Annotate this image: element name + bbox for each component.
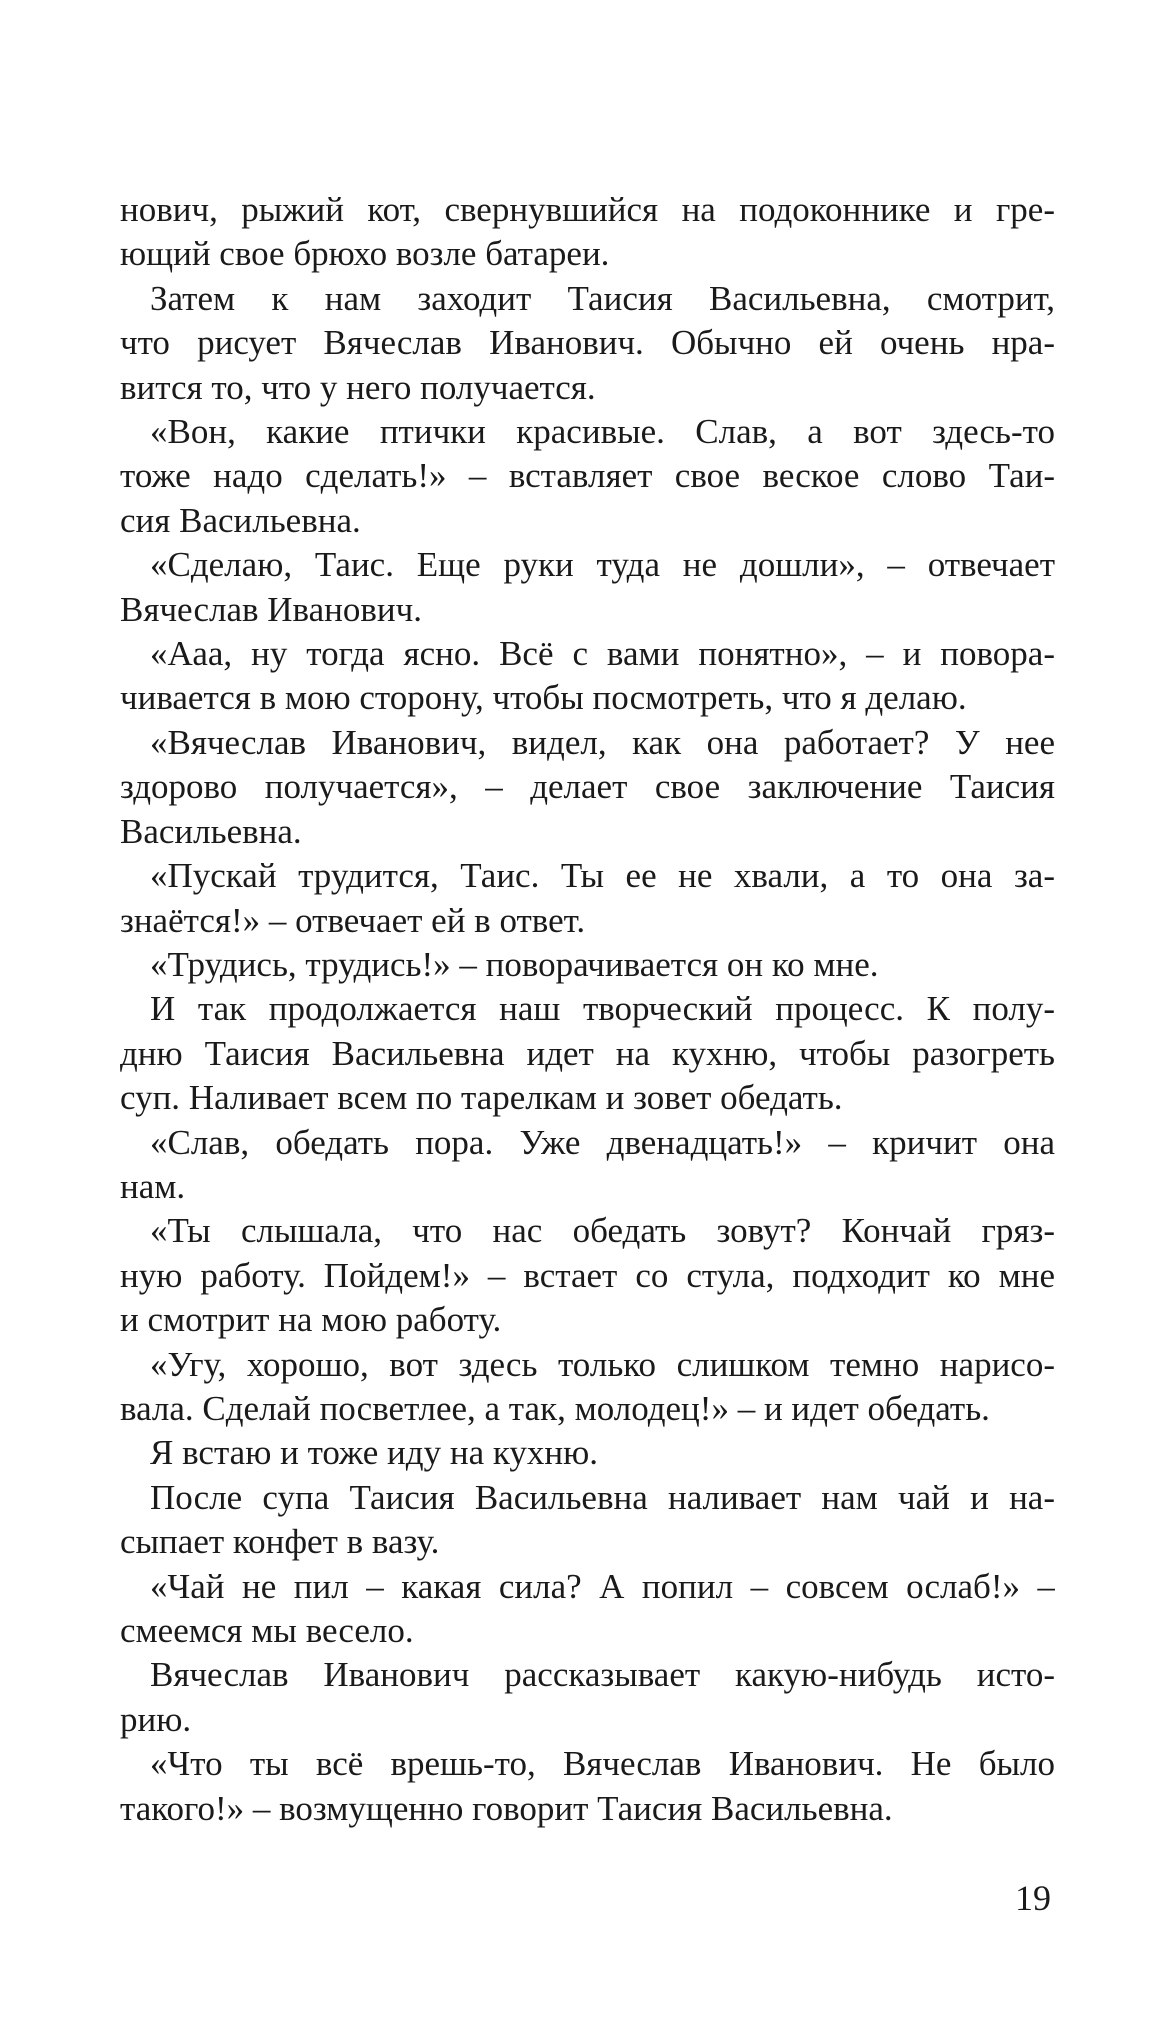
text-line: «Вячеслав Иванович, видел, как она работает? У нее xyxy=(150,722,1055,762)
text-line: «Сделаю, Таис. Еще руки туда не дошли», – отвечает xyxy=(150,545,1055,585)
text-line: дню Таисия Васильевна идет на кухню, чтобы разогреть xyxy=(120,1033,1055,1073)
text-line: такого!» – возмущенно говорит Таисия Васильевна. xyxy=(120,1788,893,1828)
text-line: «Что ты всё врешь-то, Вячеслав Иванович. Не было xyxy=(150,1744,1055,1784)
text-line: смеемся мы весело. xyxy=(120,1611,414,1650)
text-line: сыпает конфет в вазу. xyxy=(120,1522,440,1562)
text-line: Васильевна. xyxy=(120,811,302,851)
text-line: здорово получается», – делает свое заключение Таисия xyxy=(120,767,1055,807)
text-line: сия Васильевна. xyxy=(120,500,361,540)
text-line: вала. Сделай посветлее, а так, молодец!» – и идет обедать. xyxy=(120,1388,990,1428)
text-line: «Вон, какие птички красивые. Слав, а вот здесь-то xyxy=(150,412,1055,452)
text-line: Вячеслав Иванович. xyxy=(120,589,422,629)
text-line: ную работу. Пойдем!» – встает со стула, подходит ко мне xyxy=(120,1255,1055,1295)
text-line: «Ты слышала, что нас обедать зовут? Кончай гряз- xyxy=(150,1211,1055,1251)
page-number: 19 xyxy=(1015,1878,1051,1918)
text-line: После супа Таисия Васильевна наливает нам чай и на- xyxy=(150,1477,1055,1517)
text-line: «Ааа, ну тогда ясно. Всё с вами понятно», – и повора- xyxy=(150,634,1055,674)
text-line: суп. Наливает всем по тарелкам и зовет обедать. xyxy=(120,1078,843,1118)
text-line: «Слав, обедать пора. Уже двенадцать!» – кричит она xyxy=(150,1122,1055,1162)
text-line: тоже надо сделать!» – вставляет свое веское слово Таи- xyxy=(120,456,1055,496)
text-line: «Пускай трудится, Таис. Ты ее не хвали, а то она за- xyxy=(150,856,1055,896)
text-line: ющий свое брюхо возле батареи. xyxy=(120,234,610,274)
text-line: «Угу, хорошо, вот здесь только слишком темно нарисо- xyxy=(150,1344,1055,1384)
text-line: Я встаю и тоже иду на кухню. xyxy=(150,1433,598,1473)
text-line: И так продолжается наш творческий процесс. К полу- xyxy=(150,989,1055,1029)
text-line: Вячеслав Иванович рассказывает какую-нибудь исто- xyxy=(150,1655,1055,1695)
text-line: знаётся!» – отвечает ей в ответ. xyxy=(120,900,586,940)
text-line: рию. xyxy=(120,1699,192,1739)
text-line: и смотрит на мою работу. xyxy=(120,1300,502,1340)
text-line: вится то, что у него получается. xyxy=(120,367,596,407)
page-body-text xyxy=(120,188,1055,1831)
text-line: что рисует Вячеслав Иванович. Обычно ей очень нра- xyxy=(120,323,1055,363)
text-line: Затем к нам заходит Таисия Васильевна, смотрит, xyxy=(150,278,1055,318)
text-line: чивается в мою сторону, чтобы посмотреть, что я делаю. xyxy=(120,678,967,718)
text-line: нович, рыжий кот, свернувшийся на подоконнике и гре- xyxy=(120,190,1055,229)
text-line: «Трудись, трудись!» – поворачивается он ко мне. xyxy=(150,944,879,984)
text-line: «Чай не пил – какая сила? А попил – совсем ослаб!» – xyxy=(150,1566,1055,1606)
text-line: нам. xyxy=(120,1166,186,1206)
